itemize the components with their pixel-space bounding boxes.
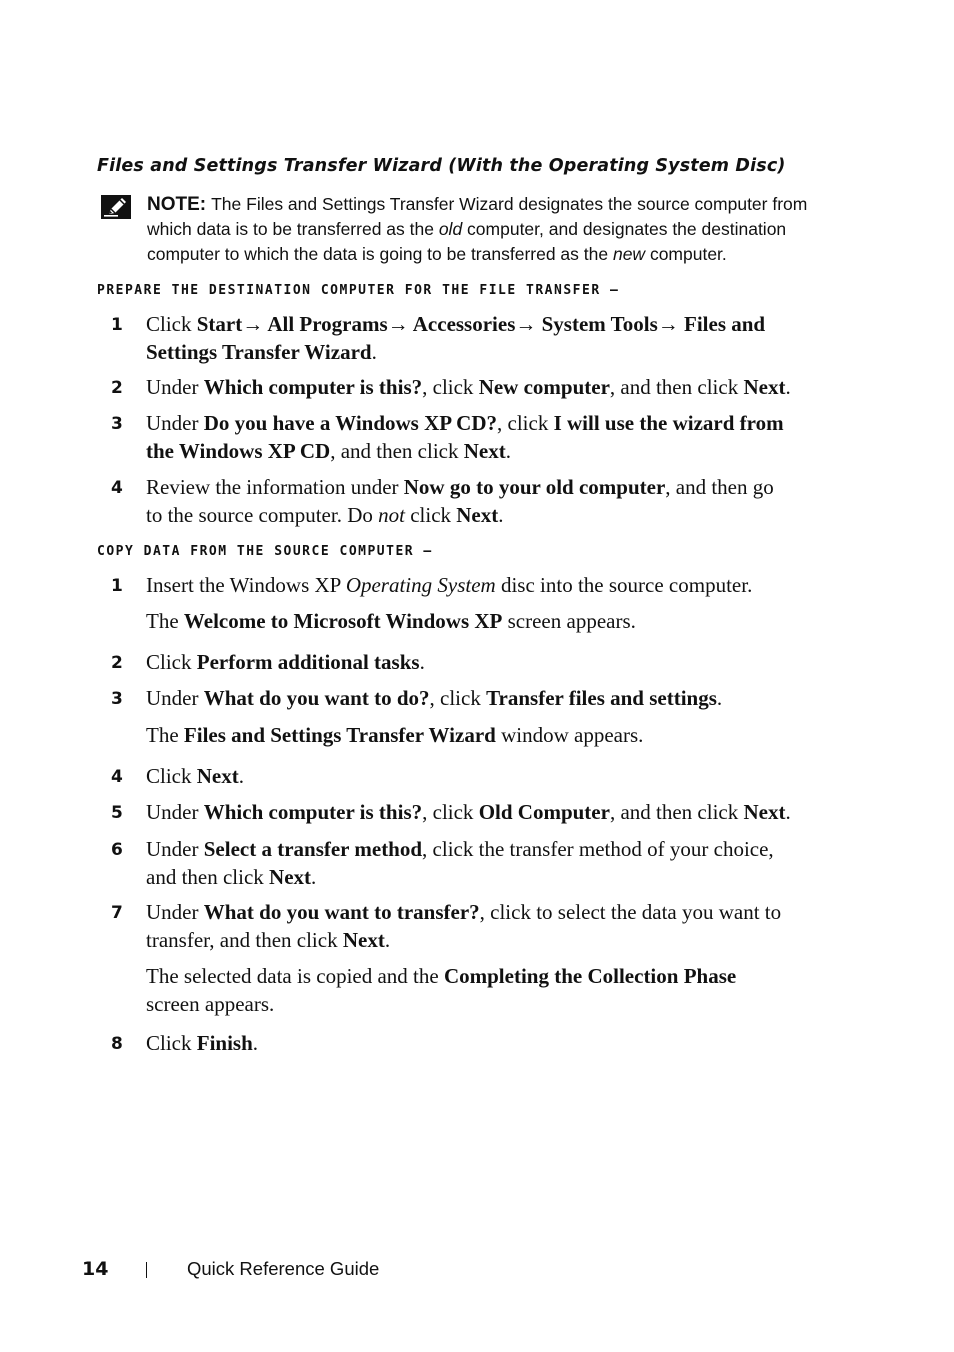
note-label: NOTE: [147,194,207,215]
section-heading-copy: COPY DATA FROM THE SOURCE COMPUTER — [97,544,433,559]
step-text: Click Start→ All Programs→ Accessories→ System Tools→ Files and Settings Transfer Wizard. [146,312,766,364]
step-text: Click Perform additional tasks. [146,650,425,674]
step-number: 1 [111,576,123,596]
step-text: Click Next. [146,764,244,788]
step-text: Under What do you want to do?, click Transfer files and settings. [146,686,723,710]
step-result-text: The Files and Settings Transfer Wizard window appears. [146,723,644,747]
step-text: Click Finish. [146,1031,259,1055]
step-number: 3 [111,414,123,434]
footer-title: Quick Reference Guide [187,1258,380,1279]
step-number: 2 [111,653,123,673]
step-number: 7 [111,903,123,923]
note-text: NOTE: The Files and Settings Transfer Wizard designates the source computer from which data is to be transferred as the old computer, and designates the destination computer to which the data is going to be transferred as the new computer. [147,194,808,264]
step-text: Under Which computer is this?, click New computer, and then click Next. [146,375,791,399]
step-number: 3 [111,689,123,709]
step-text: Under Do you have a Windows XP CD?, click I will use the wizard from the Windows XP CD, and then click Next. [146,411,784,463]
step-text: Under Select a transfer method, click the transfer method of your choice, and then click Next. [146,837,774,889]
step-number: 8 [111,1034,123,1054]
step-number: 4 [111,478,123,498]
step-number: 1 [111,315,123,335]
section-heading-prepare: PREPARE THE DESTINATION COMPUTER FOR THE FILE TRANSFER — [97,283,620,298]
page-heading: Files and Settings Transfer Wizard (With the Operating System Disc) [97,156,786,176]
step-number: 6 [111,840,123,860]
page-number: 14 [82,1258,109,1280]
step-text: Under Which computer is this?, click Old Computer, and then click Next. [146,800,791,824]
pencil-note-icon [101,195,131,219]
step-number: 4 [111,767,123,787]
step-text: Under What do you want to transfer?, click to select the data you want to transfer, and then click Next. [146,900,782,952]
step-result-text: The Welcome to Microsoft Windows XP screen appears. [146,609,636,633]
footer-divider [146,1262,147,1278]
step-text: Insert the Windows XP Operating System disc into the source computer. [146,573,753,597]
step-number: 5 [111,803,123,823]
step-text: Review the information under Now go to your old computer, and then go to the source computer. Do not click Next. [146,475,774,527]
step-result-text: The selected data is copied and the Completing the Collection Phase screen appears. [146,964,737,1016]
step-number: 2 [111,378,123,398]
